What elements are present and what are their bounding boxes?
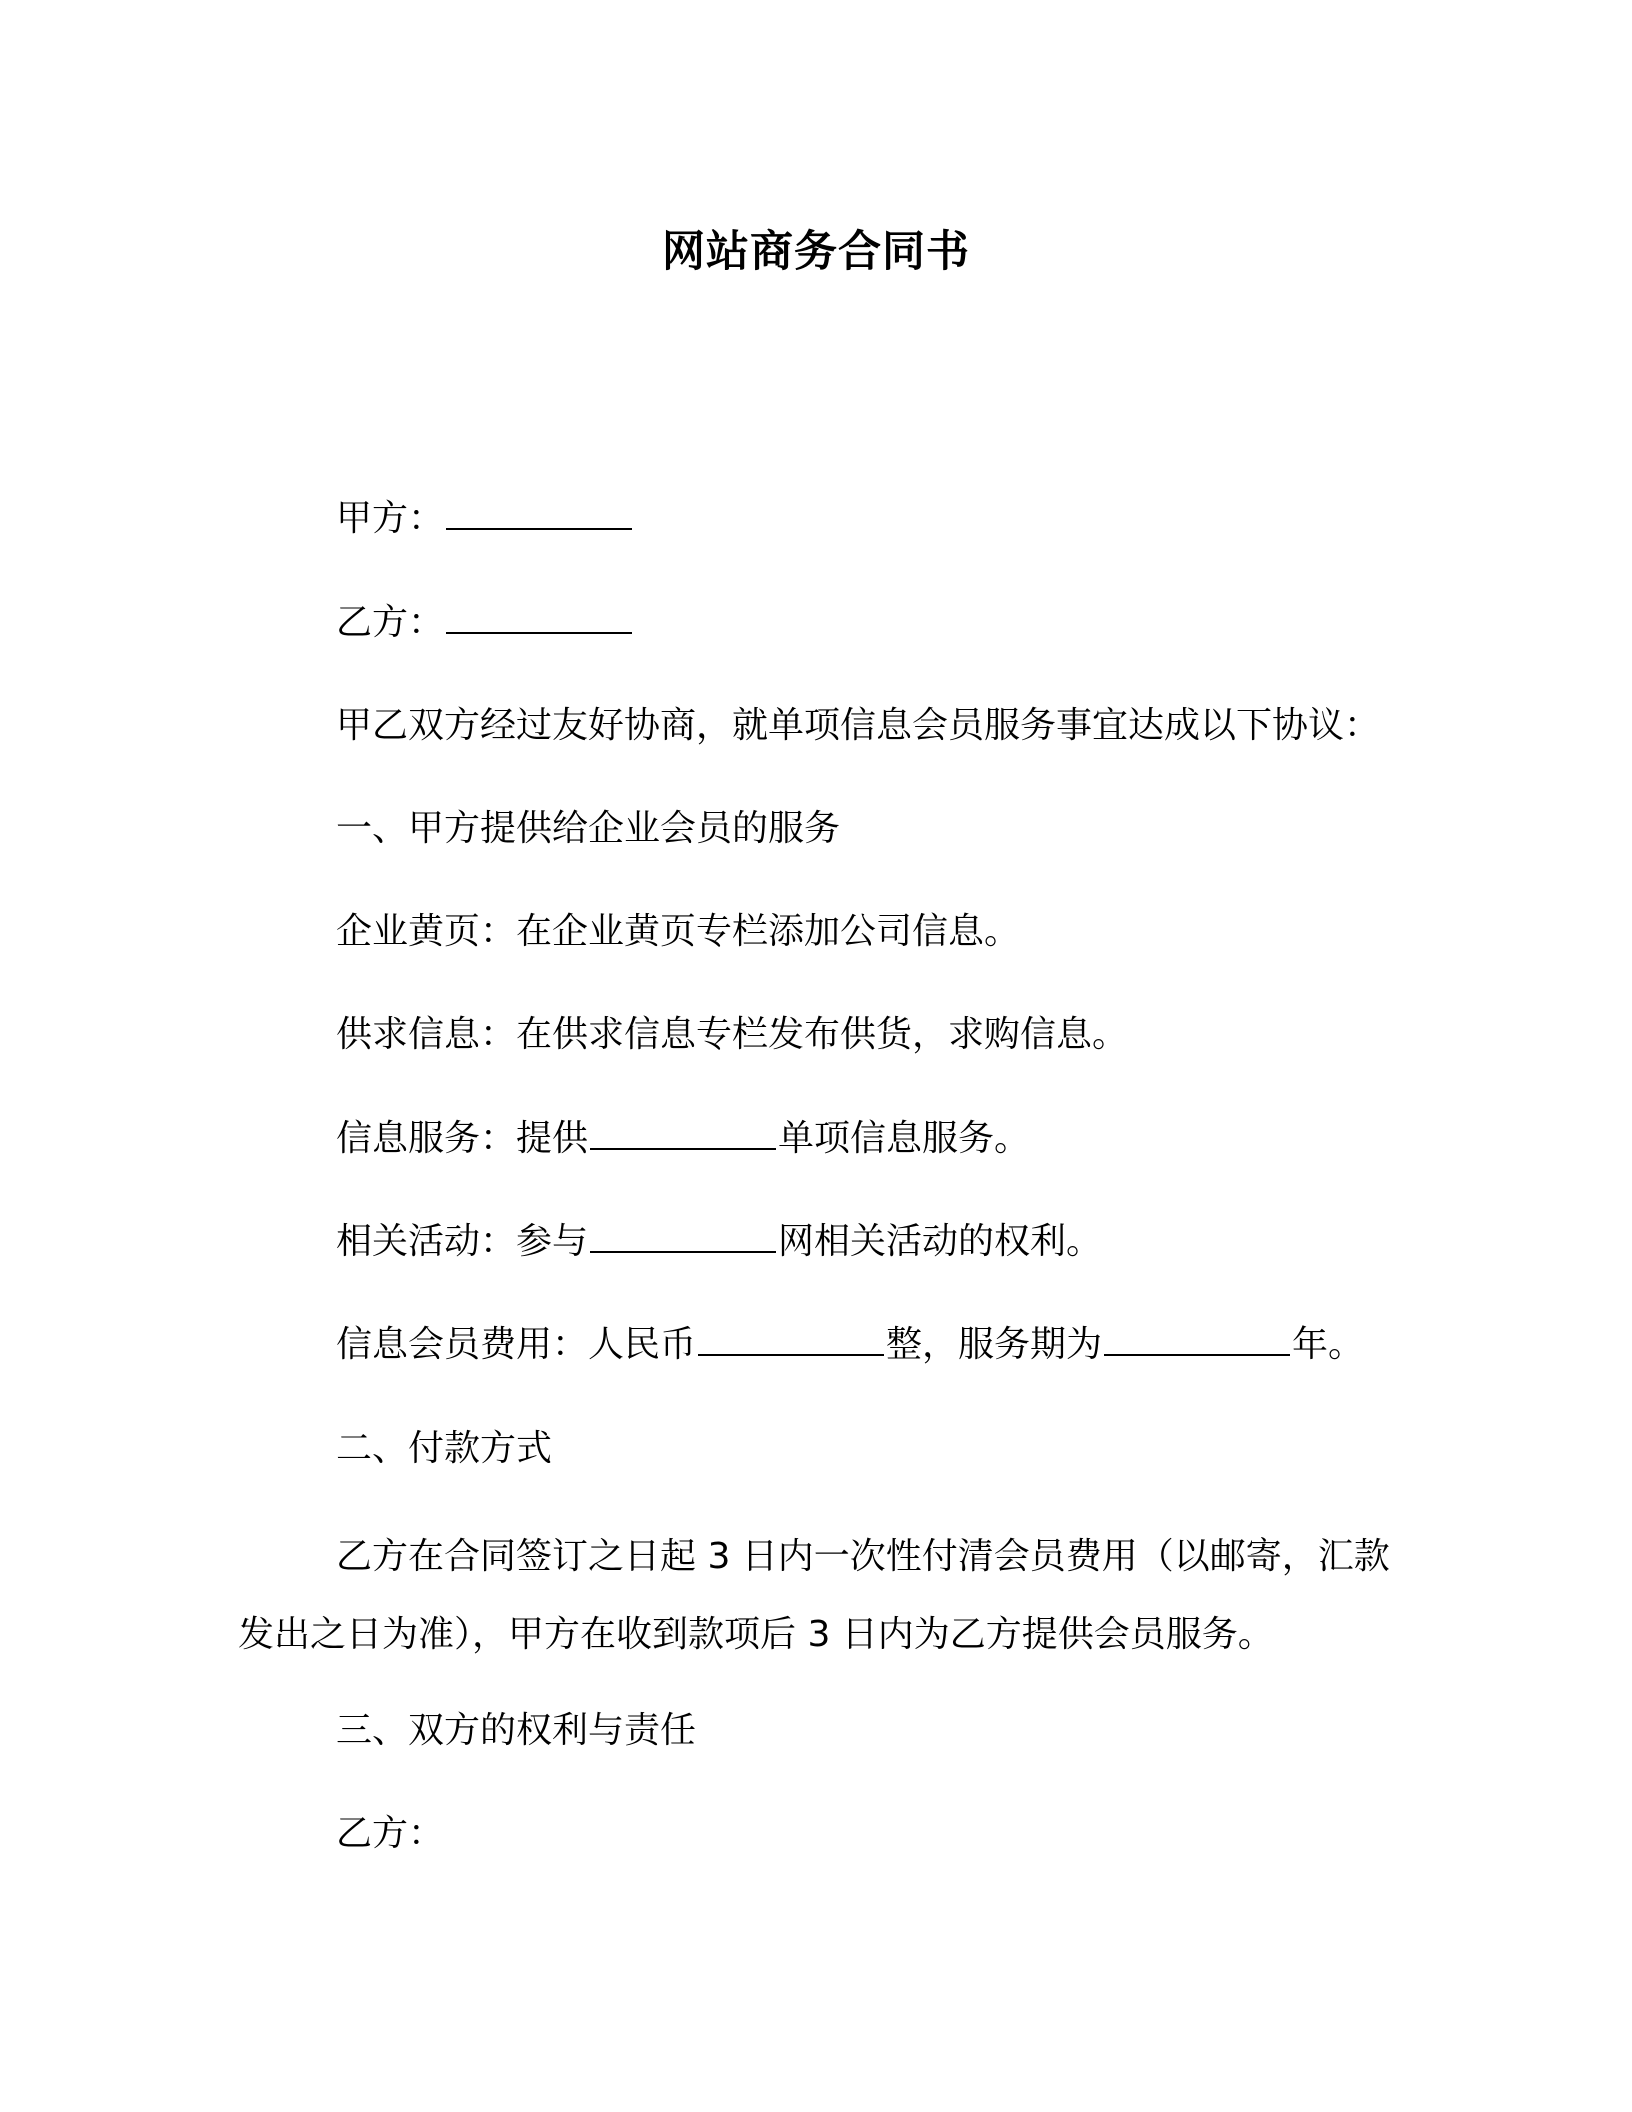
fee-line [336,1320,1364,1370]
party-a-label: 甲方： [336,498,445,539]
supply-demand-line: 供求信息：在供求信息专栏发布供货，求购信息。 [336,1014,1129,1055]
info-service-after: 单项信息服务。 [778,1118,1031,1159]
section2-heading: 二、付款方式 [336,1428,553,1469]
section3-party-b-label: 乙方： [336,1813,445,1854]
intro-paragraph: 甲乙双方经过友好协商，就单项信息会员服务事宜达成以下协议： [336,705,1381,746]
party-b-blank[interactable] [446,602,632,634]
fee-before: 信息会员费用：人民币 [336,1324,697,1365]
info-service-before: 信息服务：提供 [336,1118,589,1159]
section1-heading: 一、甲方提供给企业会员的服务 [336,808,841,849]
party-a-line [336,494,634,544]
party-b-line [336,598,634,648]
info-service-blank[interactable] [590,1118,776,1150]
activities-line [336,1217,1102,1267]
activities-after: 网相关活动的权利。 [778,1221,1103,1262]
section3-heading: 三、双方的权利与责任 [336,1710,697,1751]
fee-after: 年。 [1292,1324,1365,1365]
activities-before: 相关活动：参与 [336,1221,589,1262]
activities-blank[interactable] [590,1221,776,1253]
fee-period-blank[interactable] [1104,1324,1290,1356]
fee-middle: 整，服务期为 [886,1324,1103,1365]
section2-body: 乙方在合同签订之日起 3 日内一次性付清会员费用（以邮寄，汇款发出之日为准），甲方在收到款项后 3 日内为乙方提供会员服务。 [238,1536,1390,1655]
party-b-label: 乙方： [336,602,445,643]
yellow-pages-line: 企业黄页：在企业黄页专栏添加公司信息。 [336,911,1021,952]
info-service-line [336,1114,1030,1164]
page-title: 网站商务合同书 [662,227,970,277]
fee-amount-blank[interactable] [698,1324,884,1356]
party-a-blank[interactable] [446,498,632,530]
